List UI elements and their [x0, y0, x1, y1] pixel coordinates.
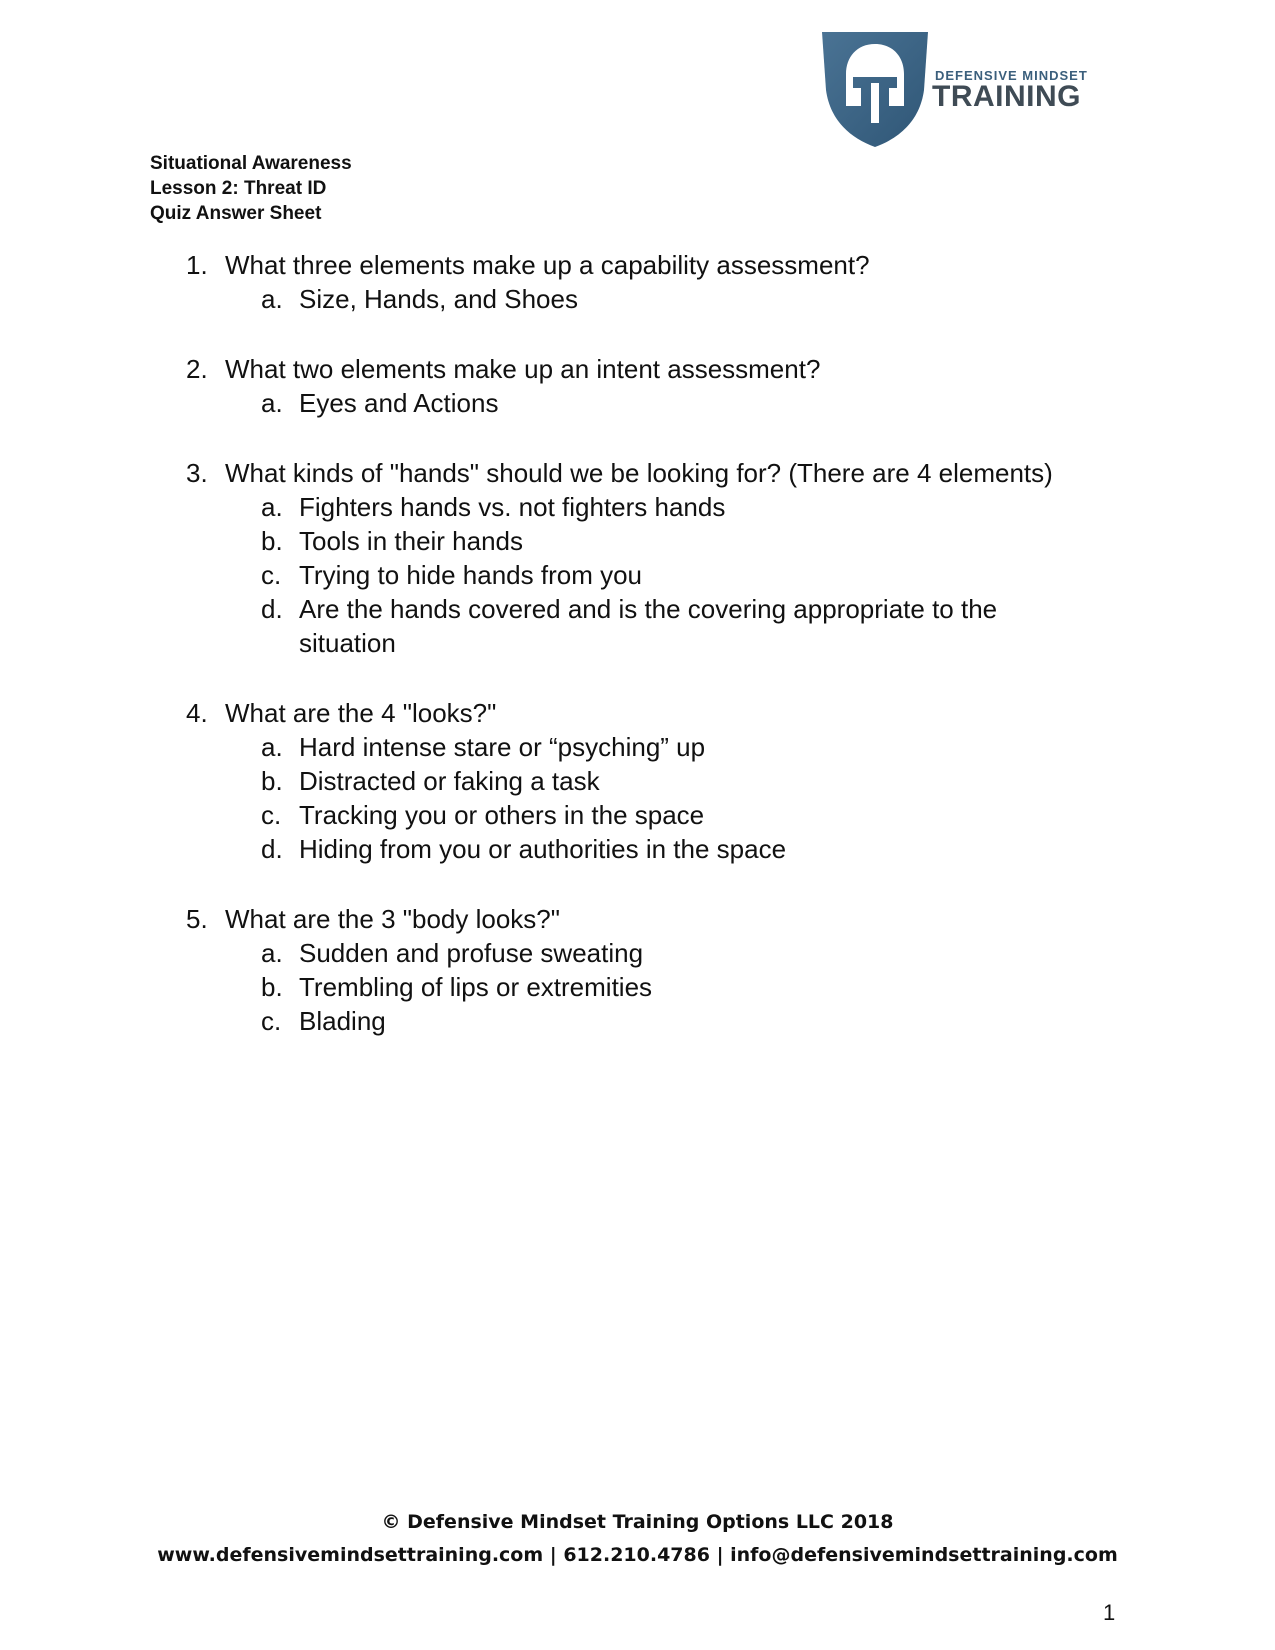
answer-text: Size, Hands, and Shoes — [299, 284, 578, 314]
logo-text-big: TRAINING — [932, 80, 1081, 113]
question-number: 2. — [186, 354, 208, 384]
answer-item — [261, 832, 1186, 866]
answer-text: Hard intense stare or “psyching” up — [299, 732, 706, 762]
answer-text: Tools in their hands — [299, 526, 524, 556]
answer-list — [261, 282, 1186, 316]
question-item — [186, 456, 1186, 660]
answer-letter: b. — [261, 526, 283, 556]
answer-item — [261, 764, 1186, 798]
answer-item — [261, 798, 1186, 832]
answer-text: Eyes and Actions — [299, 388, 499, 418]
answer-item — [261, 282, 1186, 316]
answer-text: Are the hands covered and is the covering appropriate to the situation — [299, 594, 998, 658]
question-text: What are the 4 "looks?" — [225, 698, 497, 728]
logo-text-small: DEFENSIVE MINDSET — [935, 68, 1088, 83]
answer-item — [261, 936, 1186, 970]
answer-text: Tracking you or others in the space — [299, 800, 705, 830]
page-footer — [0, 1506, 1275, 1572]
answer-letter: c. — [261, 560, 282, 590]
answer-item — [261, 730, 1186, 764]
sheet-title: Quiz Answer Sheet — [150, 203, 322, 224]
contact-line: www.defensivemindsettraining.com | 612.210.4786 | info@defensivemindsettraining.com — [157, 1544, 1118, 1566]
answer-letter: c. — [261, 800, 282, 830]
answer-letter: a. — [261, 732, 283, 762]
answer-letter: c. — [261, 1006, 282, 1036]
answer-text: Distracted or faking a task — [299, 766, 600, 796]
answer-letter: b. — [261, 766, 283, 796]
answer-item — [261, 558, 1186, 592]
question-number: 4. — [186, 698, 208, 728]
helmet-shield-icon — [820, 30, 930, 148]
question-text: What kinds of "hands" should we be looking for? (There are 4 elements) — [225, 458, 1053, 488]
answer-text: Sudden and profuse sweating — [299, 938, 644, 968]
answer-list — [261, 490, 1186, 660]
question-item — [186, 248, 1186, 316]
question-text: What two elements make up an intent assessment? — [225, 354, 821, 384]
course-title: Situational Awareness — [150, 153, 352, 174]
answer-letter: d. — [261, 594, 283, 624]
question-text: What are the 3 "body looks?" — [225, 904, 560, 934]
answer-item — [261, 386, 1186, 420]
answer-list — [261, 730, 1186, 866]
answer-item — [261, 490, 1186, 524]
answer-item — [261, 1004, 1186, 1038]
answer-item — [261, 524, 1186, 558]
company-logo — [820, 30, 1110, 150]
lesson-title: Lesson 2: Threat ID — [150, 178, 327, 199]
question-item — [186, 902, 1186, 1038]
question-item — [186, 352, 1186, 420]
question-item — [186, 696, 1186, 866]
answer-letter: a. — [261, 284, 283, 314]
answer-list — [261, 386, 1186, 420]
answer-list — [261, 936, 1186, 1038]
answer-text: Blading — [299, 1006, 386, 1036]
answer-item — [261, 592, 1186, 660]
answer-text: Trying to hide hands from you — [299, 560, 642, 590]
answer-text: Fighters hands vs. not fighters hands — [299, 492, 726, 522]
answer-letter: a. — [261, 938, 283, 968]
page-number: 1 — [1103, 1600, 1116, 1625]
answer-letter: b. — [261, 972, 283, 1002]
answer-letter: a. — [261, 388, 283, 418]
answer-letter: a. — [261, 492, 283, 522]
answer-text: Trembling of lips or extremities — [299, 972, 653, 1002]
question-number: 1. — [186, 250, 208, 280]
answer-text: Hiding from you or authorities in the space — [299, 834, 787, 864]
answer-item — [261, 970, 1186, 1004]
document-header — [150, 151, 352, 226]
question-text: What three elements make up a capability assessment? — [225, 250, 870, 280]
quiz-list — [186, 248, 1186, 1074]
copyright-text: © Defensive Mindset Training Options LLC 2018 — [381, 1511, 894, 1533]
question-number: 5. — [186, 904, 208, 934]
question-number: 3. — [186, 458, 208, 488]
answer-letter: d. — [261, 834, 283, 864]
